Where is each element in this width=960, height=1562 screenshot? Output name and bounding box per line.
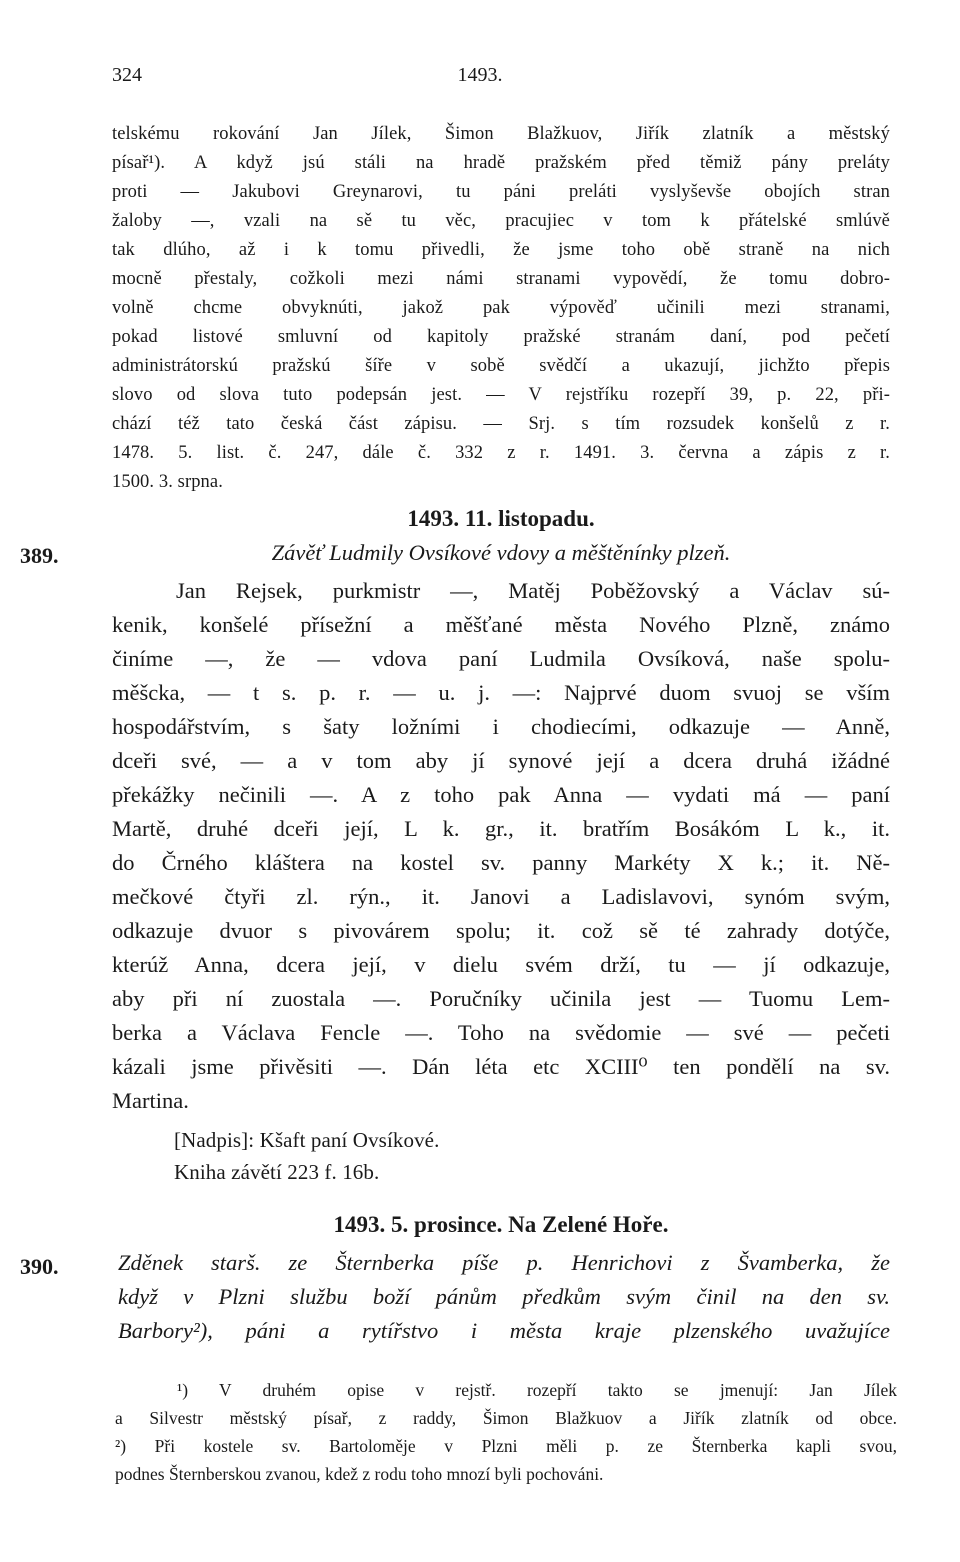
footnote: ²) Při kostele sv. Bartoloměje v Plzni měli p. ze Šternberka kapli svou, — [115, 1436, 897, 1456]
text-line: žaloby —, vzali na sě tu věc, pracujiec v tom k přátelské smlúvě — [112, 211, 890, 231]
text-line: 1478. 5. list. č. 247, dále č. 332 z r. 1491. 3. června a zápis z r. — [112, 443, 890, 463]
document-date: 1493. 5. prosince. Na Zelené Hoře. — [333, 1212, 669, 1237]
text-line: telskému rokování Jan Jílek, Šimon Blažkuov, Jiřík zlatník a městský — [112, 124, 890, 144]
text-line: berka a Václava Fencle —. Toho na svědomie — své — pečeti — [112, 1020, 890, 1045]
footnote: ¹) V druhém opise v rejstř. rozepří takto se jmenují: Jan Jílek — [177, 1380, 897, 1400]
text-line: mečkové čtyři zl. rýn., it. Janovi a Ladislavovi, synóm svým, — [112, 884, 890, 909]
text-line: kenik, konšelé přísežní a měšťané města Nového Plzně, známo — [112, 612, 890, 637]
text-line: odkazuje dvuor s pivovárem spolu; it. což sě té zahrady dotýče, — [112, 918, 890, 943]
document-title: Závěť Ludmily Ovsíkové vdovy a měštěnínky plzeň. — [271, 540, 731, 565]
text-line: proti — Jakubovi Greynarovi, tu páni preláti vyslyševše obojích stran — [112, 182, 890, 202]
text-line: Martina. — [112, 1088, 189, 1113]
text-line: kázali jsme přivěsiti —. Dán léta etc XCIII⁰ ten pondělí na sv. — [112, 1054, 890, 1079]
text-line: dceři své, — a v tom aby jí synové její a dcera druhá ižádné — [112, 748, 890, 773]
text-line: Jan Rejsek, purkmistr —, Matěj Poběžovský a Václav sú- — [176, 578, 890, 603]
footnote: podnes Šternberskou zvanou, kdež z rodu toho mnozí byli pochováni. — [115, 1464, 604, 1484]
text-line: tak dlúho, až i k tomu přivedli, že jsme toho obě straně na nich — [112, 240, 890, 260]
text-line: chází též tato česká část zápisu. — Srj. s tím rozsudek konšelů z r. — [112, 414, 890, 434]
page-number: 324 — [112, 64, 142, 86]
document-number: 389. — [20, 543, 59, 568]
heading-note: [Nadpis]: Kšaft paní Ovsíkové. — [174, 1128, 440, 1152]
text-line: kterúž Anna, dcera její, v dielu svém drží, tu — jí odkazuje, — [112, 952, 890, 977]
regest-line: Zděnek starš. ze Šternberka píše p. Henrichovi z Švamberka, že — [118, 1250, 890, 1275]
text-line: měšcka, — t s. p. r. — u. j. —: Najprvé duom svuoj se vším — [112, 680, 890, 705]
regest-line: Barbory²), páni a rytířstvo i města kraje plzenského uvažujíce — [118, 1318, 890, 1343]
text-line: hospodářstvím, s šaty ložními i chodiecími, odkazuje — Anně, — [112, 714, 890, 739]
text-line: administrátorskú pražskú šíře v sobě svědčí a ukazují, jichžto přepis — [112, 356, 890, 376]
text-line: aby při ní zuostala —. Poručníky učinila jest — Tuomu Lem- — [112, 986, 890, 1011]
footnote: a Silvestr městský písař, z raddy, Šimon Blažkuov a Jiřík zlatník od obce. — [115, 1408, 897, 1428]
text-line: mocně přestaly, cožkoli mezi námi stranami vypovědí, že tomu dobro- — [112, 269, 890, 289]
text-line: 1500. 3. srpna. — [112, 472, 223, 492]
text-line: písař¹). A když jsú stáli na hradě pražském před těmiž pány preláty — [112, 153, 890, 173]
regest-line: když v Plzni službu boží pánům předkům svým činil na den sv. — [118, 1284, 890, 1309]
text-line: překážky nečinili —. A z toho pak Anna — vydati má — paní — [112, 782, 890, 807]
text-line: slovo od slova tuto podepsán jest. — V rejstříku rozepří 39, p. 22, při- — [112, 385, 890, 405]
text-line: činíme —, že — vdova paní Ludmila Ovsíková, naše spolu- — [112, 646, 890, 671]
running-header-year: 1493. — [457, 64, 503, 86]
text-line: pokad listové smluvní od kapitoly pražské stranám daní, pod pečetí — [112, 327, 890, 347]
text-line: volně chcme obvyknúti, jakož pak výpověď učinili mezi stranami, — [112, 298, 890, 318]
source-reference: Kniha závětí 223 f. 16b. — [174, 1160, 380, 1184]
text-line: Martě, druhé dceři její, L k. gr., it. bratřím Bosákóm L k., it. — [112, 816, 890, 841]
document-date: 1493. 11. listopadu. — [407, 506, 595, 531]
document-number: 390. — [20, 1254, 59, 1279]
text-line: do Črného kláštera na kostel sv. panny Markéty X k.; it. Ně- — [112, 850, 890, 875]
